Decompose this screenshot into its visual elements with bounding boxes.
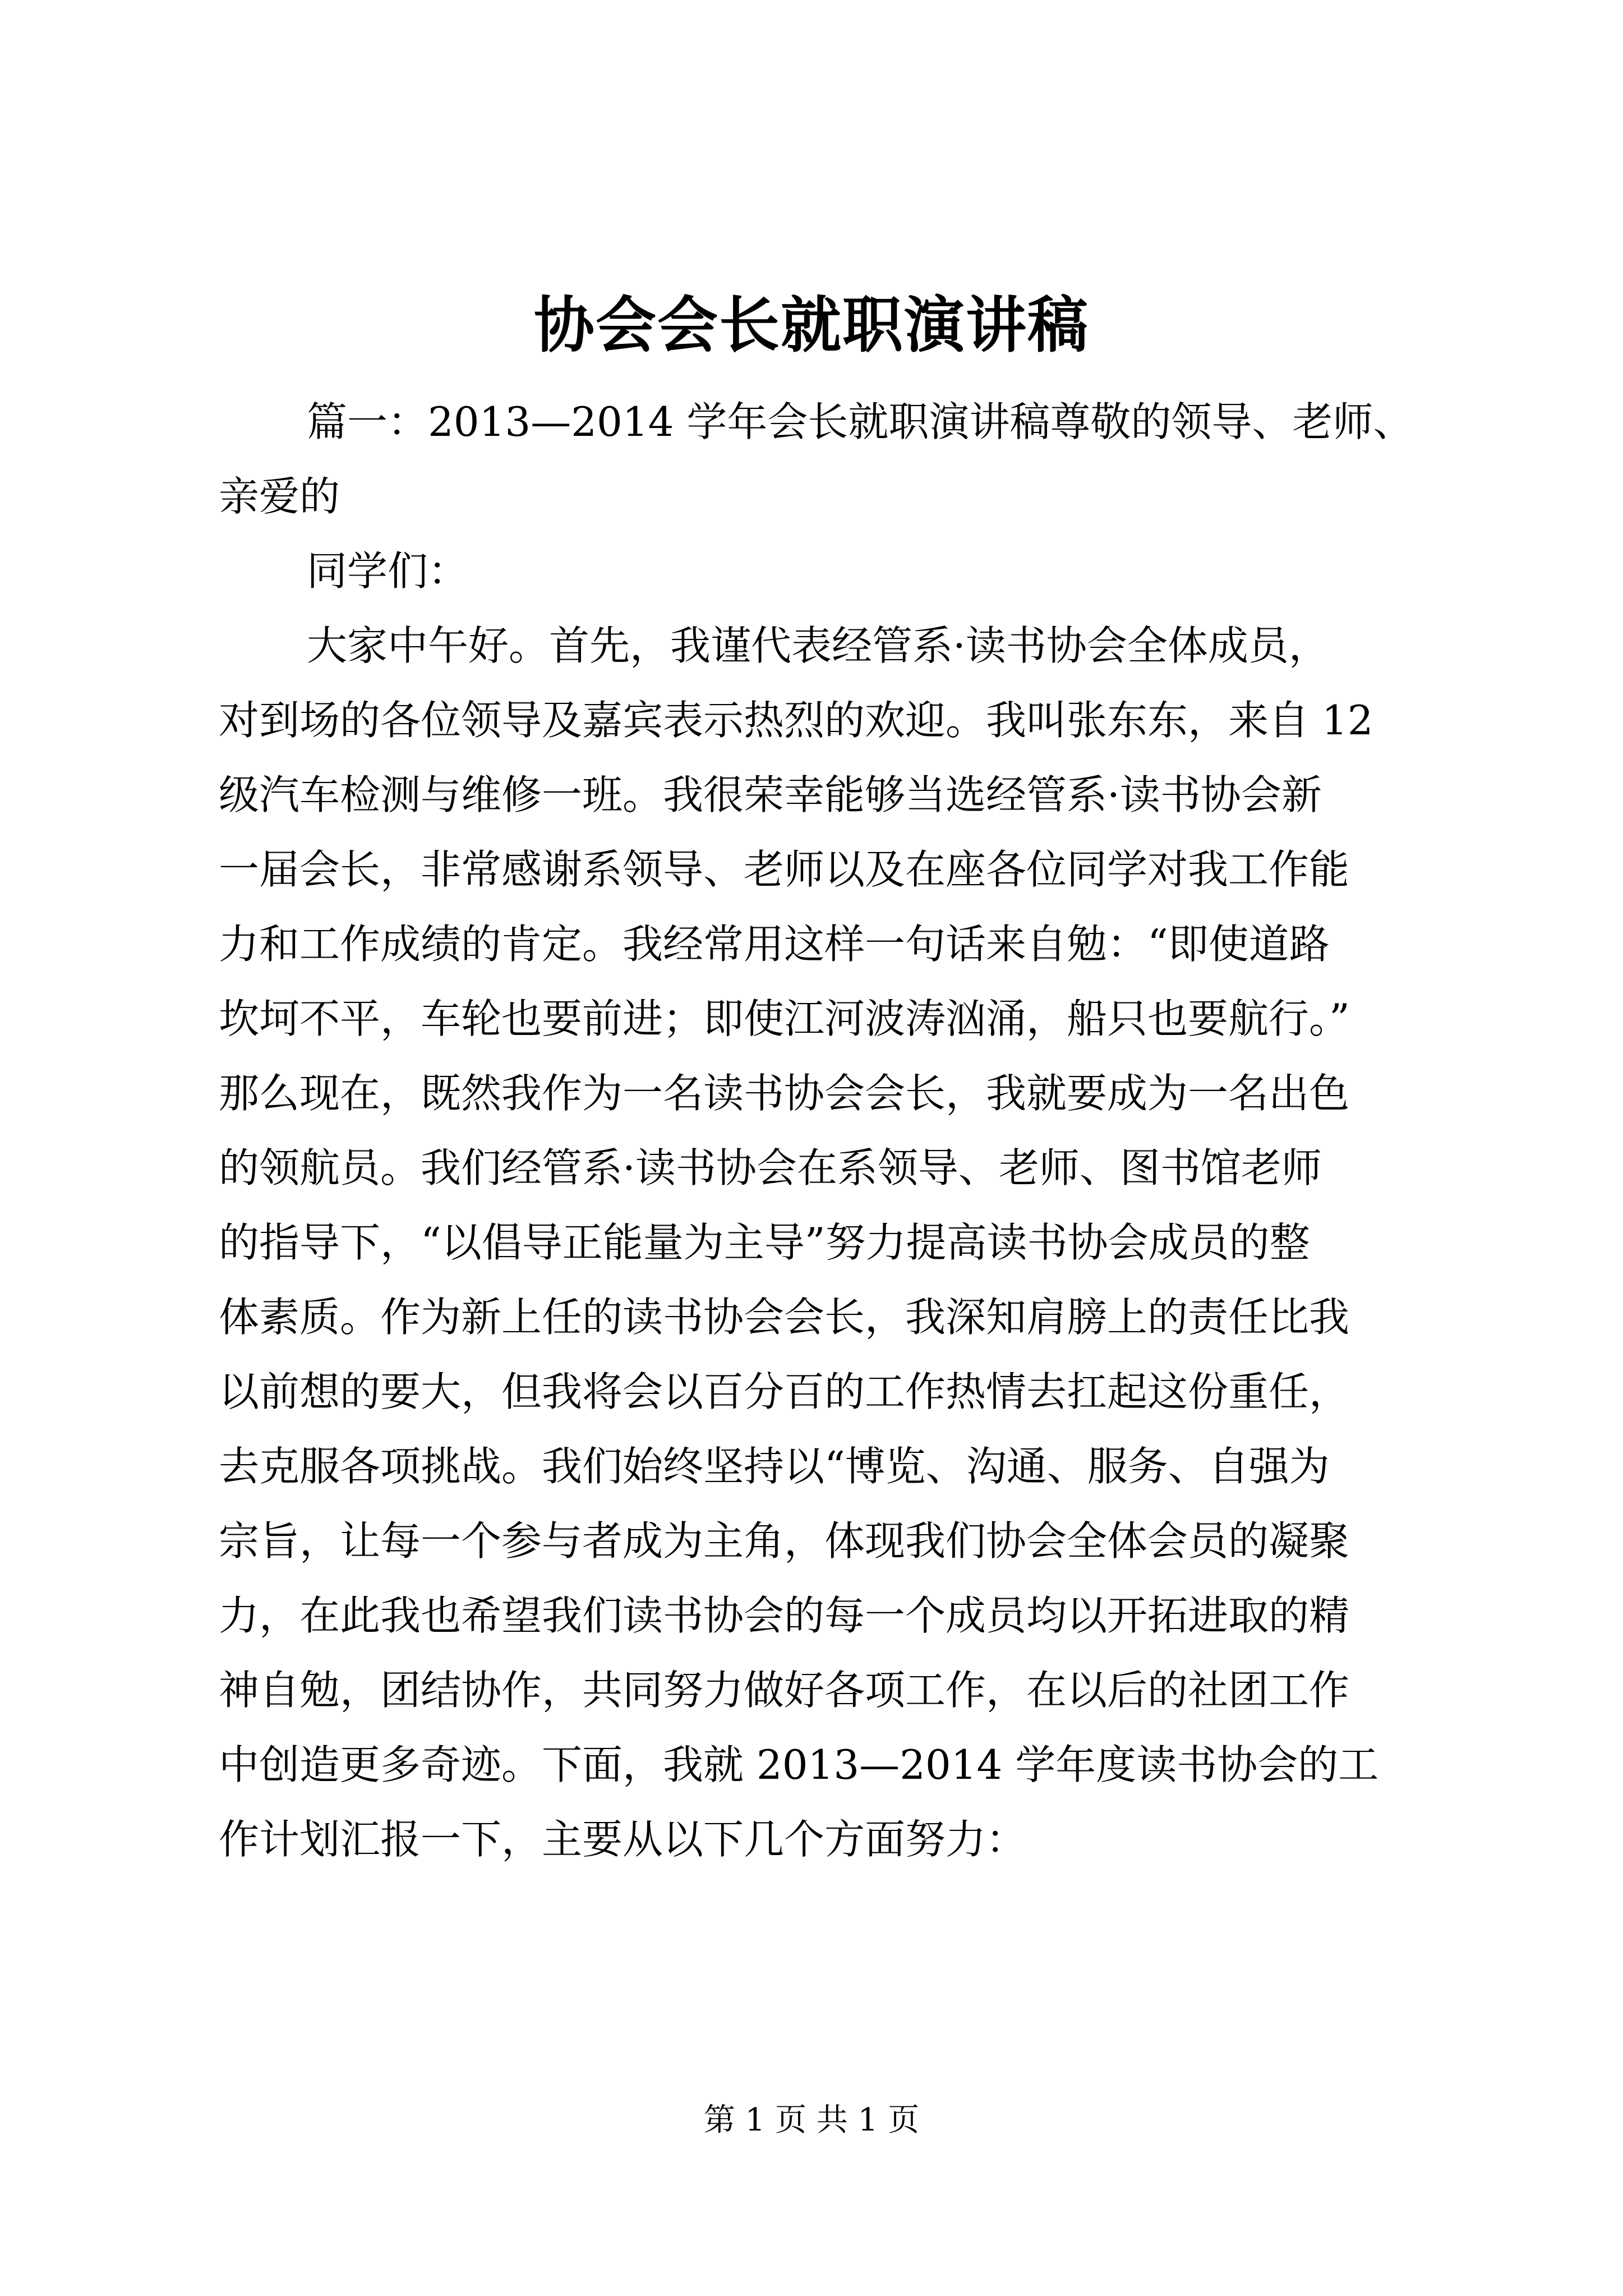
- paragraph-line-12: 的指导下，“以倡导正能量为主导”努力提高读书协会成员的整: [219, 1219, 1310, 1266]
- document-body: [219, 385, 1469, 1877]
- paragraph-line-10: 那么现在，既然我作为一名读书协会会长，我就要成为一名出色: [219, 1070, 1350, 1117]
- paragraph-line-2: 亲爱的: [219, 473, 340, 520]
- paragraph-line-19: 中创造更多奇迹。下面，我就 2013—2014 学年度读书协会的工: [219, 1741, 1379, 1788]
- paragraph-line-14: 以前想的要大，但我将会以百分百的工作热情去扛起这份重任，: [219, 1368, 1350, 1415]
- paragraph-line-16: 宗旨，让每一个参与者成为主角，体现我们协会全体会员的凝聚: [219, 1517, 1350, 1565]
- paragraph-line-1: 篇一：2013—2014 学年会长就职演讲稿尊敬的领导、老师、: [307, 398, 1414, 445]
- paragraph-line-8: 力和工作成绩的肯定。我经常用这样一句话来自勉：“即使道路: [219, 921, 1330, 968]
- paragraph-line-3: 同学们：: [307, 547, 469, 595]
- paragraph-line-7: 一届会长，非常感谢系领导、老师以及在座各位同学对我工作能: [219, 846, 1350, 893]
- paragraph-line-18: 神自勉，团结协作，共同努力做好各项工作，在以后的社团工作: [219, 1667, 1350, 1714]
- document-title: 协会会长就职演讲稿: [533, 290, 1089, 361]
- paragraph-line-17: 力，在此我也希望我们读书协会的每一个成员均以开拓进取的精: [219, 1592, 1350, 1639]
- paragraph-line-4: 大家中午好。首先，我谨代表经管系·读书协会全体成员，: [307, 622, 1329, 669]
- paragraph-line-20: 作计划汇报一下，主要从以下几个方面努力：: [219, 1816, 1027, 1863]
- page-number: 第 1 页 共 1 页: [703, 2102, 920, 2138]
- paragraph-line-15: 去克服各项挑战。我们始终坚持以“博览、沟通、服务、自强为: [219, 1443, 1330, 1490]
- paragraph-line-11: 的领航员。我们经管系·读书协会在系领导、老师、图书馆老师: [219, 1144, 1322, 1191]
- paragraph-line-5: 对到场的各位领导及嘉宾表示热烈的欢迎。我叫张东东，来自 12: [219, 697, 1373, 744]
- paragraph-line-6: 级汽车检测与维修一班。我很荣幸能够当选经管系·读书协会新: [219, 771, 1322, 818]
- paragraph-line-9: 坎坷不平，车轮也要前进；即使江河波涛汹涌，船只也要航行。”: [219, 995, 1350, 1042]
- paragraph-line-13: 体素质。作为新上任的读书协会会长，我深知肩膀上的责任比我: [219, 1294, 1350, 1341]
